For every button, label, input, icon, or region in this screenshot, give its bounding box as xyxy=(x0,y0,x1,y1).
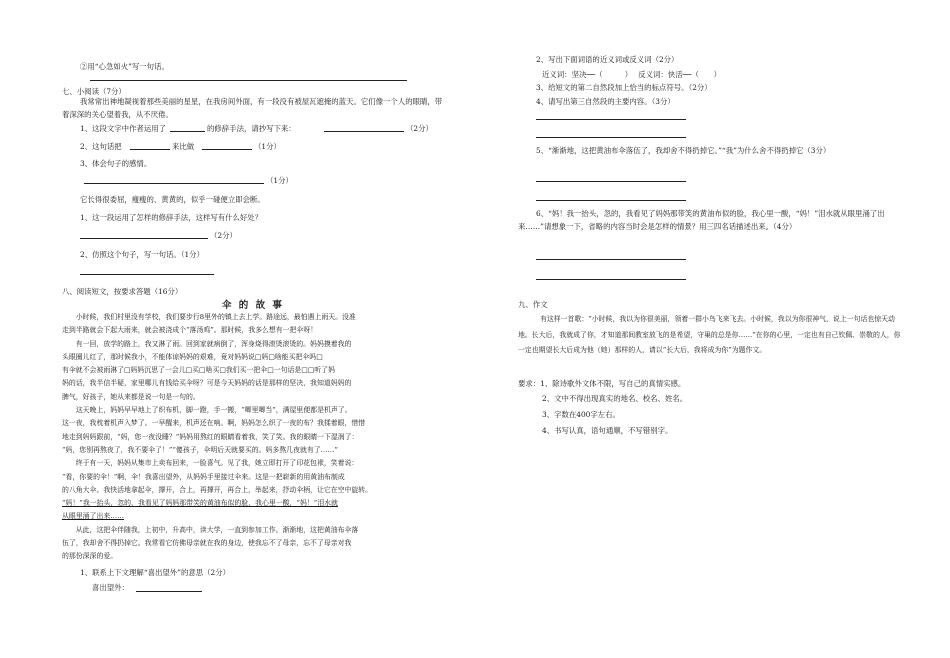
sec7-q4-score: （2分） xyxy=(210,231,237,240)
story-line-underlined: “妈！”我一抬头，忽的，我看见了妈妈那带笑的黄油布似的脸，我心里一酸，“妈！”泪水就 xyxy=(62,499,338,508)
sec7-q2-a: 2、这句话把 xyxy=(80,142,122,151)
story-line: 的那份深深的爱。 xyxy=(62,552,118,561)
story-line: 终于有一天，妈妈从集市上卖布回来，一脸喜气。见了我，她立即打开了印花包袱，笑着说： xyxy=(62,459,359,468)
section-7-heading: 七、小阅读（7分） xyxy=(62,87,126,96)
story-line-underlined: 从眼里涌了出来…… xyxy=(62,512,125,521)
story-text xyxy=(62,311,447,564)
section-8-heading: 八、阅读短文，按要求答题（16分） xyxy=(62,287,183,296)
story-line: 脾气，好孩子，她从来都是说一句是一句的。 xyxy=(62,392,200,401)
sec7-q1-a: 1、这段文字中作者运用了 xyxy=(80,124,167,133)
left-q2: ②用“心急如火”写一句话。 xyxy=(80,62,169,71)
story-line: 小时候，我们村里没有学校，我们要步行8里外的镇上去上学。路途远，最怕遇上雨天。没准 xyxy=(62,313,356,321)
answer-line[interactable] xyxy=(536,137,686,138)
answer-line[interactable] xyxy=(84,183,264,184)
story-title: 伞 的 故 事 xyxy=(222,300,284,311)
sec7-q1-score: （2分） xyxy=(406,124,433,133)
answer-line[interactable] xyxy=(536,279,686,280)
req-2: 2、文中不得出现真实的地名、校名、姓名。 xyxy=(542,394,688,403)
section-7-paragraph-2: 它长得很委屈，瘦瘦的、黄黄的，似乎一碰便立即会断。 xyxy=(80,195,265,204)
story-line: 妈的话，我半信半疑，家里哪儿有钱给买伞呀？可是今天妈妈的话是那样的坚决，我知道妈妈的 xyxy=(62,379,352,388)
right-q2: 2、写出下面词语的近义词或反义词（2分） xyxy=(536,55,679,64)
story-line: 地走到妈妈跟前，“妈，您一夜没睡？”妈妈用熬红的眼睛看着我，笑了笑。我的眼睛一下湿润了： xyxy=(62,432,359,441)
section-9-heading: 九、作文 xyxy=(518,300,548,309)
answer-line[interactable] xyxy=(90,80,407,81)
right-q3: 3、给短文的第二自然段加上恰当的标点符号。（2分） xyxy=(536,83,712,92)
sec7-q1-b: 的修辞手法，请抄写下来： xyxy=(207,124,296,133)
req-4: 4、书写认真，语句通顺，不写错别字。 xyxy=(542,426,673,435)
answer-line[interactable] xyxy=(130,149,170,150)
answer-line[interactable] xyxy=(536,259,686,260)
answer-line[interactable] xyxy=(536,181,686,182)
answer-line[interactable] xyxy=(170,131,205,132)
right-q6: 6、“妈！我一抬头，忽的，我看见了妈妈那带笑的黄油布似的脸，我心里一酸，“妈！”泪水就从眼里涌了出来……”请想象一下，省略的内容当时会是怎样的情景？用三四名话描述出来。（4分） xyxy=(518,209,885,232)
answer-line[interactable] xyxy=(536,119,686,120)
sec7-q5: 2、仿照这个句子，写一句话。（1分） xyxy=(80,250,204,259)
story-line: 有一回，放学的路上，我又淋了雨。回到家就病倒了，浑身烧得滚烫滚烫的。妈妈摸着我的 xyxy=(62,339,352,348)
sec7-q4: 1、这一段运用了怎样的修辞手法，这样写有什么好处？ xyxy=(80,213,263,222)
req-3: 3、字数在400字左右。 xyxy=(542,410,620,419)
req-head: 要求：1、除诗歌外文体不限，写自己的真情实感。 xyxy=(518,379,686,388)
section-7-paragraph: 我常常出神地凝视着那些美丽的星星，在我房间外面，有一段没有被屋瓦遮掩的蓝天。它们像一个人的眼睛，带着深深的关心望着我，从不厌倦。 xyxy=(62,97,443,120)
answer-line[interactable] xyxy=(80,274,214,275)
answer-line[interactable] xyxy=(324,131,404,132)
story-line: 伍了，我却舍不得扔掉它。我常看它仿佛母亲就在我的身边，使我忘不了母亲，忘不了母亲对我 xyxy=(62,539,352,548)
story-line: “看，你要的伞！”啊，伞！我喜出望外，从妈妈手里接过伞来。这是一把崭新的用黄油布制成 xyxy=(62,472,345,481)
story-line: 这天晚上，妈妈早早地上了织布机，脚一蹬，手一搬，“唧里唧当”，满屋里便都是机声了。 xyxy=(62,406,352,415)
sec7-q2-b: 来比做 xyxy=(172,142,195,151)
right-q2-line: 近义词：坚决──（ ） 反义词：快活──（ ） xyxy=(542,70,722,79)
story-q1-label: 喜出望外： xyxy=(92,583,129,592)
answer-line[interactable] xyxy=(80,238,208,239)
story-line: 有伞就不会被雨淋了□妈妈沉思了一会儿□买□啥买□我们买一把伞□一句话是□□听了妈 xyxy=(62,366,335,375)
story-line: 从此，这把伞伴随我，上初中，升高中，读大学，一直到参加工作。渐渐地，这把黄油布伞落 xyxy=(62,525,359,534)
sec7-q2-score: （1分） xyxy=(254,142,281,151)
story-line: 走到半路就会下起大雨来，就会被浇成个“落汤鸡”。那时候，我多么想有一把伞呀！ xyxy=(62,326,318,335)
right-q4: 4、请写出第三自然段的主要内容。（3分） xyxy=(536,97,675,106)
right-q5: 5、“渐渐地，这把黄油布伞落伍了，我却舍不得扔掉它。”“我”为什么舍不得扔掉它（3分） xyxy=(536,146,831,155)
story-line: 这一夜，我枕着机声入梦了。一早醒来，机声还在响。啊，妈妈怎么织了一夜的布？我揉着眼，惜惜 xyxy=(62,419,366,428)
sec7-q3-score: （1分） xyxy=(266,176,293,185)
story-line: 的八角大伞。我快活地拿起伞，撑开，合上，再撑开，再合上，举起来，抒动伞柄，让它在空中旋转。 xyxy=(62,485,373,494)
answer-line[interactable] xyxy=(536,200,686,201)
section-9-paragraph: 有这样一首歌：“小时候，我以为你很美丽，领着一群小鸟飞来飞去。小时候，我以为你很神气，说上一句话也惊天动地。长大后，我就成了你，才知道那间教室放飞的是希望，守巢的总是你……”在你的心里，一定也有自己钦佩、崇敬的人，你一定也期望长大后成为他（她）那样的人，请以“长大后，我将成为你”为题作文。 xyxy=(518,315,901,354)
answer-line[interactable] xyxy=(136,591,202,592)
answer-line[interactable] xyxy=(202,149,252,150)
story-line: “妈，您别再熬夜了，我不要伞了！”“傻孩子，伞明后天就要买的。妈多熬几夜就有了……” xyxy=(62,445,338,454)
story-line: 头眼圈儿红了，那时候我小，不能体谅妈妈的艰难，竟对妈妈说□妈□啥能买把伞吗□ xyxy=(62,352,323,361)
sec7-q3: 3、体会句子的感情。 xyxy=(80,159,152,168)
story-q1: 1、联系上下文理解“喜出望外”的意思（2分） xyxy=(80,568,230,577)
